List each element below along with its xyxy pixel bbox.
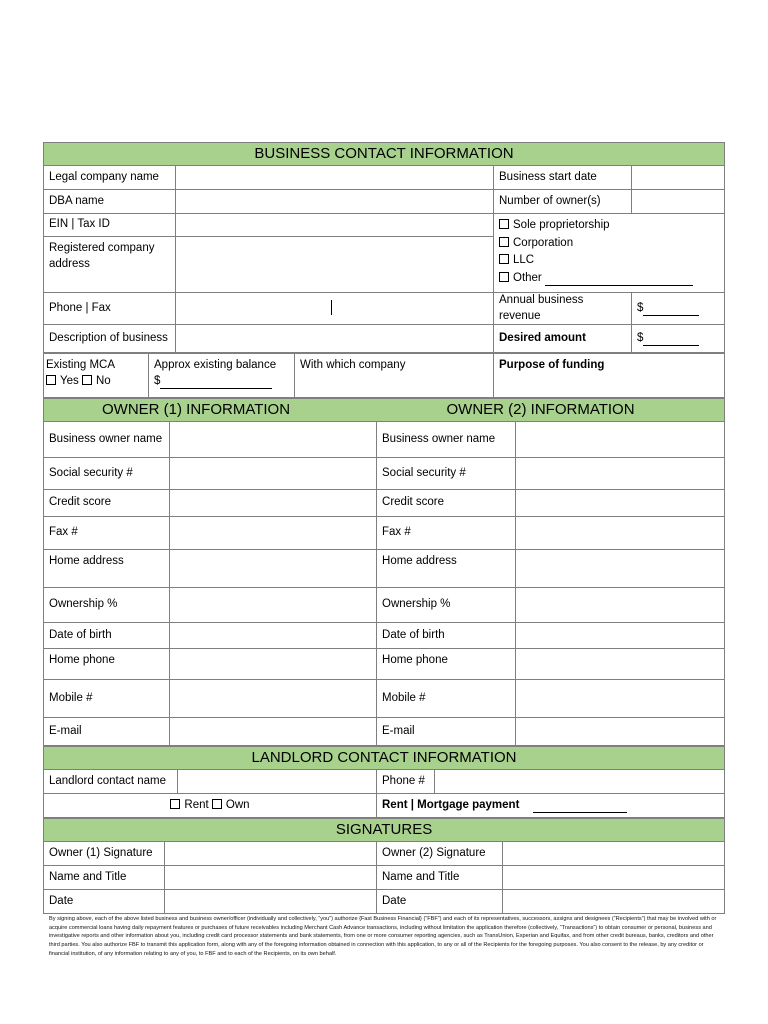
- owner2-name-label: Business owner name: [377, 422, 516, 458]
- entity-other[interactable]: Other: [499, 271, 719, 287]
- existing-mca-label: Existing MCA: [46, 359, 116, 372]
- which-company-label: With which company: [300, 359, 406, 372]
- owner2-name-field[interactable]: [516, 422, 725, 458]
- owner1-address-label: Home address: [44, 550, 170, 588]
- owner-table: [43, 398, 725, 746]
- owner1-name-label: Business owner name: [44, 422, 170, 458]
- checkbox-icon[interactable]: [499, 254, 509, 264]
- owner1-dob-label: Date of birth: [44, 623, 170, 649]
- checkbox-icon[interactable]: [499, 237, 509, 247]
- entity-llc[interactable]: LLC: [499, 253, 719, 269]
- desired-amount-label: Desired amount: [494, 325, 632, 353]
- owner1-mobile-field[interactable]: [170, 680, 377, 718]
- owner2-address-label: Home address: [377, 550, 516, 588]
- payment-cell: [377, 794, 725, 818]
- owner1-name-title-label: Name and Title: [44, 866, 165, 890]
- funding-table: [43, 353, 725, 398]
- approx-balance-cell: Approx existing balance $: [149, 354, 295, 398]
- signatures-section-header: SIGNATURES: [44, 819, 725, 842]
- checkbox-icon[interactable]: [82, 375, 92, 385]
- text-cursor: [331, 300, 332, 315]
- payment-line[interactable]: [533, 812, 627, 813]
- owner2-email-label: E-mail: [377, 718, 516, 746]
- other-entity-line[interactable]: [545, 285, 693, 286]
- mca-no-option[interactable]: No: [82, 375, 111, 387]
- owner1-home-phone-field[interactable]: [170, 649, 377, 680]
- phone-fax-field[interactable]: [176, 293, 494, 325]
- owner2-date-label: Date: [377, 890, 503, 914]
- owner2-fax-field[interactable]: [516, 517, 725, 550]
- owner2-address-field[interactable]: [516, 550, 725, 588]
- owner1-ownership-field[interactable]: [170, 588, 377, 623]
- owner2-ssn-field[interactable]: [516, 458, 725, 490]
- owner2-ownership-field[interactable]: [516, 588, 725, 623]
- rent-own-options: [44, 794, 377, 818]
- ein-field[interactable]: [176, 214, 494, 237]
- landlord-table: [43, 746, 725, 818]
- owner1-name-field[interactable]: [170, 422, 377, 458]
- owner1-credit-label: Credit score: [44, 490, 170, 517]
- checkbox-icon[interactable]: [170, 799, 180, 809]
- owner1-section-header: OWNER (1) INFORMATION: [44, 399, 377, 422]
- num-owners-label: Number of owner(s): [494, 190, 632, 214]
- payment-label: Rent | Mortgage payment: [382, 798, 520, 811]
- owner2-dob-label: Date of birth: [377, 623, 516, 649]
- owner1-date-label: Date: [44, 890, 165, 914]
- owner1-signature-label: Owner (1) Signature: [44, 842, 165, 866]
- entity-type-options: [494, 214, 725, 293]
- purpose-cell[interactable]: [494, 354, 725, 398]
- phone-fax-label: Phone | Fax: [44, 293, 176, 325]
- authorization-disclaimer: By signing above, each of the above listed business and business owner/officer (individually and collectively, “you”) authorize {Fast Business Financial} (“FBF”) and each of its representatives, successors, assigns and designees (“Recipients”) that may be involved with or acquire commercial loans having daily repayment features or purchases of future receivables including Merchant Cash Advance transactions, including without limitation the application therefore (collectively, “Transactions”) to obtain consumer or personal, business and investigative reports and other information about you, including credit card processor statements and bank statements, from one or more consumer reporting agencies, such as TransUnion, Experian and Equifax, and from other credit bureaus, banks, creditors and other third parties. You also authorize FBF to transmit this application form, along with any of the foregoing information obtained in connection with this application, to any or all of the Recipients for the foregoing purposes. You also consent to the release, by any creditor or financial institution, of any information relating to any of you, to FBF and to each of the Recipients, on its own behalf.: [49, 916, 717, 957]
- owner2-section-header: OWNER (2) INFORMATION: [377, 399, 725, 422]
- owner2-fax-label: Fax #: [377, 517, 516, 550]
- owner2-ownership-label: Ownership %: [377, 588, 516, 623]
- owner2-name-title-label: Name and Title: [377, 866, 503, 890]
- checkbox-icon[interactable]: [46, 375, 56, 385]
- landlord-phone-label: Phone #: [377, 770, 435, 794]
- dba-label: DBA name: [44, 190, 176, 214]
- owner2-home-phone-field[interactable]: [516, 649, 725, 680]
- which-company-cell[interactable]: [295, 354, 494, 398]
- owner2-credit-label: Credit score: [377, 490, 516, 517]
- owner1-credit-field[interactable]: [170, 490, 377, 517]
- landlord-section-header: LANDLORD CONTACT INFORMATION: [44, 747, 725, 770]
- owner1-ssn-label: Social security #: [44, 458, 170, 490]
- business-contact-table: [43, 142, 725, 353]
- owner2-ssn-label: Social security #: [377, 458, 516, 490]
- balance-line[interactable]: [160, 388, 272, 389]
- owner2-signature-field[interactable]: [503, 842, 725, 866]
- existing-mca-cell: [44, 354, 149, 398]
- owner1-name-title-field[interactable]: [165, 866, 377, 890]
- purpose-label: Purpose of funding: [499, 359, 605, 372]
- business-section-header: BUSINESS CONTACT INFORMATION: [44, 143, 725, 166]
- desired-amount-field[interactable]: $: [632, 325, 725, 353]
- checkbox-icon[interactable]: [499, 219, 509, 229]
- rent-option[interactable]: Rent: [170, 799, 208, 811]
- dba-field[interactable]: [176, 190, 494, 214]
- checkbox-icon[interactable]: [212, 799, 222, 809]
- own-option[interactable]: Own: [212, 799, 250, 811]
- owner1-fax-field[interactable]: [170, 517, 377, 550]
- owner1-address-field[interactable]: [170, 550, 377, 588]
- reg-address-label: Registered company address: [44, 237, 176, 293]
- owner2-date-field[interactable]: [503, 890, 725, 914]
- owner2-dob-field[interactable]: [516, 623, 725, 649]
- ein-label: EIN | Tax ID: [44, 214, 176, 237]
- owner1-email-label: E-mail: [44, 718, 170, 746]
- owner2-signature-label: Owner (2) Signature: [377, 842, 503, 866]
- legal-name-field[interactable]: [176, 166, 494, 190]
- checkbox-icon[interactable]: [499, 272, 509, 282]
- application-form: [43, 142, 724, 914]
- owner1-fax-label: Fax #: [44, 517, 170, 550]
- landlord-name-field[interactable]: [178, 770, 377, 794]
- owner1-email-field[interactable]: [170, 718, 377, 746]
- annual-revenue-label: Annual business revenue: [494, 293, 632, 325]
- owner2-email-field[interactable]: [516, 718, 725, 746]
- landlord-phone-field[interactable]: [435, 770, 725, 794]
- mca-yes-option[interactable]: Yes: [46, 375, 79, 387]
- description-label: Description of business: [44, 325, 176, 353]
- owner2-name-title-field[interactable]: [503, 866, 725, 890]
- legal-name-label: Legal company name: [44, 166, 176, 190]
- owner2-credit-field[interactable]: [516, 490, 725, 517]
- entity-corporation[interactable]: Corporation: [499, 236, 719, 252]
- approx-balance-label: Approx existing balance: [154, 359, 277, 372]
- entity-sole-proprietorship[interactable]: Sole proprietorship: [499, 218, 719, 234]
- start-date-field[interactable]: [632, 166, 725, 190]
- owner2-mobile-field[interactable]: [516, 680, 725, 718]
- owner1-ownership-label: Ownership %: [44, 588, 170, 623]
- owner2-home-phone-label: Home phone: [377, 649, 516, 680]
- owner1-date-field[interactable]: [165, 890, 377, 914]
- annual-revenue-field[interactable]: $: [632, 293, 725, 325]
- owner1-mobile-label: Mobile #: [44, 680, 170, 718]
- owner1-home-phone-label: Home phone: [44, 649, 170, 680]
- owner1-signature-field[interactable]: [165, 842, 377, 866]
- start-date-label: Business start date: [494, 166, 632, 190]
- signatures-table: [43, 818, 725, 914]
- landlord-name-label: Landlord contact name: [44, 770, 178, 794]
- owner1-dob-field[interactable]: [170, 623, 377, 649]
- owner1-ssn-field[interactable]: [170, 458, 377, 490]
- owner2-mobile-label: Mobile #: [377, 680, 516, 718]
- reg-address-field[interactable]: [176, 237, 494, 293]
- num-owners-field[interactable]: [632, 190, 725, 214]
- description-field[interactable]: [176, 325, 494, 353]
